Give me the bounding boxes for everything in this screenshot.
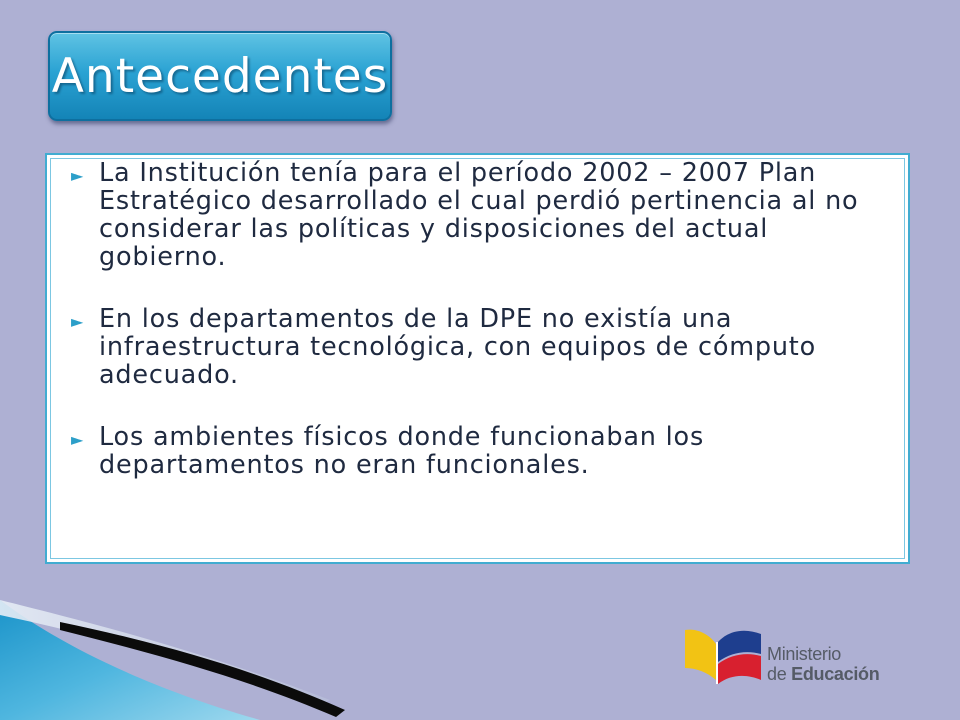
triangle-right-icon: ► [71, 430, 84, 449]
logo-line2 [767, 664, 879, 684]
logo-prefix: de [767, 664, 792, 684]
logo-text [767, 644, 879, 684]
logo-line1: Ministerio [767, 644, 842, 664]
triangle-right-icon: ► [71, 166, 84, 185]
bullet-item [71, 159, 891, 271]
ecuador-emblem-icon [683, 624, 763, 688]
bullet-item [71, 305, 891, 389]
slide-title: Antecedentes [51, 48, 389, 104]
content-box [45, 153, 910, 564]
ministerio-logo [683, 624, 893, 688]
bullet-text: En los departamentos de la DPE no existía una infraestructura tecnológica, con equipos de cómputo adecuado. [99, 304, 817, 390]
bullet-list [71, 159, 891, 513]
bullet-item [71, 423, 891, 479]
bullet-text: Los ambientes físicos donde funcionaban los departamentos no eran funcionales. [99, 422, 705, 480]
logo-bold: Educación [791, 664, 880, 684]
triangle-right-icon: ► [71, 312, 84, 331]
title-box [48, 31, 392, 121]
bullet-text: La Institución tenía para el período 2002 – 2007 Plan Estratégico desarrollado el cual perdió pertinencia al no considerar las políticas y disposiciones del actual gobierno. [99, 158, 859, 272]
